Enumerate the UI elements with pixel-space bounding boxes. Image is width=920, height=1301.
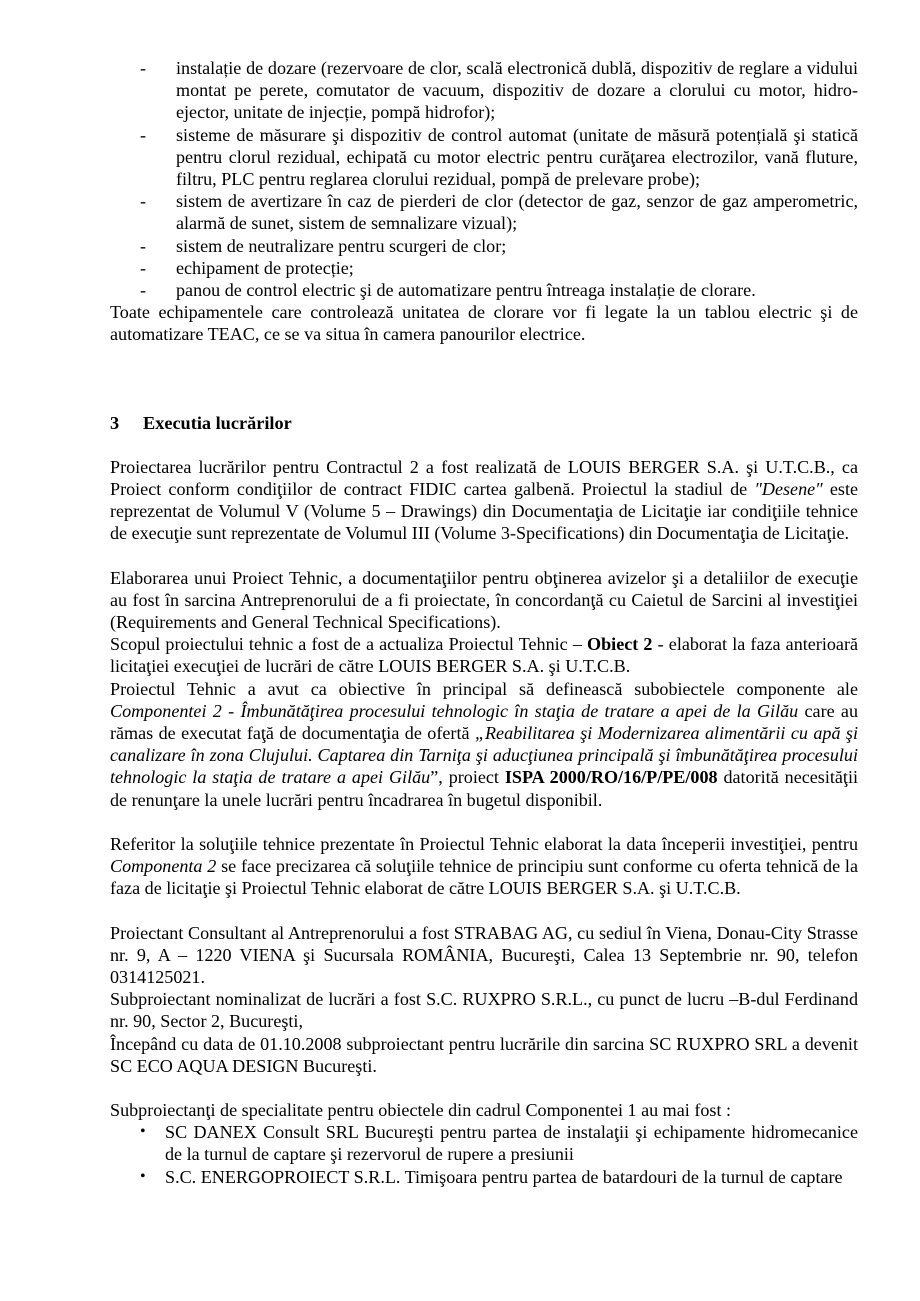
paragraph-text-mid2: ”, proiect [430,767,505,788]
paragraph-objectives [110,678,858,811]
spacer [110,434,858,456]
paragraph-text: Scopul proiectului tehnic a fost de a actualiza Proiectul Tehnic – [110,634,588,655]
paragraph-text-mid: care au rămas de executat faţă de documentaţia de ofertă [110,700,858,744]
paragraph-elaboration: Elaborarea unui Proiect Tehnic, a documentaţiilor pentru obţinerea avizelor şi a detaliilor de execuţie au fost în sarcina Antreprenorului de a fi proiectate, în concordanţă cu Caietul de Sarcini al investiţiei (Requirements and General Technical Specifications). [110,567,858,633]
list-item [110,257,858,279]
page-content [110,57,858,1188]
list-item-text: sistem de avertizare în caz de pierderi de clor (detector de gaz, senzor de gaz amperometric, alarmă de sunet, sistem de semnalizare vizual); [176,191,858,234]
dash-marker: - [140,58,147,78]
spacer [110,811,858,833]
paragraph-text: Proiectarea lucrărilor pentru Contractul 2 a fost realizată de LOUIS BERGER S.A. şi U.T.C.B., ca Proiect conform condiţiilor de contract FIDIC cartea galbenă. Proiectul la stadiul de [110,456,858,500]
paragraph-subcontractor: Subproiectant nominalizat de lucrări a fost S.C. RUXPRO S.R.L., cu punct de lucru –B-dul Ferdinand nr. 90, Sector 2, Bucureşti, [110,989,858,1032]
paragraph-text-cont: - elaborat la faza anterioară licitaţiei execuţiei de lucrări de către LOUIS BERGER S.A. şi U.T.C.B. [110,634,858,677]
dash-marker: - [140,191,147,212]
page-title: Executia lucrărilor [143,412,292,433]
dash-marker: - [140,235,147,256]
spacer [110,545,858,567]
list-item-text: sisteme de măsurare şi dispozitiv de control automat (unitate de măsură potențială şi statică pentru clorul rezidual, echipată cu motor electric pentru curăţarea electrozilor, vană fluture, filtru, PLC pentru reglarea clorului rezidual, pompă de prelevare probe); [176,124,858,190]
list-item-text: panou de control electric şi de automatizare pentru întreaga instalație de clorare. [176,280,756,301]
paragraph-text-cont: se face precizarea că soluţiile tehnice de principiu sunt conforme cu oferta tehnică de la faza de licitaţie şi Proiectul Tehnic elaborat de către LOUIS BERGER S.A. şi U.T.C.B. [110,856,858,899]
list-item-text: instalație de dozare (rezervoare de clor, scală electronică dublă, dispozitiv de reglare a vidului montat pe perete, comutator de vacuum, dispozitiv de dozare a clorului cu motor, hidro-ejector, unitate de injecție, pompă hidrofor); [176,58,858,123]
paragraph-text-cont: datorită necesităţii de renunţare la unele lucrări pentru încadrarea în bugetul disponibil. [110,767,859,810]
paragraph-scope [110,633,858,677]
list-item-text: echipament de protecție; [176,257,354,278]
dash-marker: - [140,280,147,301]
list-item [110,1121,858,1165]
dash-marker: - [140,124,147,145]
dash-marker: - [140,257,147,278]
emphasis-componenta-2-title: Componentei 2 - Îmbunătăţirea procesului tehnologic în staţia de tratare a apei de la Gilău [110,700,799,721]
paragraph-design-works [110,456,858,545]
list-item [110,235,858,257]
list-item [110,124,858,191]
emphasis-obiect-2: Obiect 2 [587,634,653,655]
list-item [110,190,858,234]
bullet-icon: • [140,1123,146,1141]
spacer [110,1077,858,1099]
paragraph-technical-solutions [110,833,858,900]
spacer [110,346,858,412]
list-item [110,279,858,301]
list-item-text: SC DANEX Consult SRL Bucureşti pentru partea de instalaţii şi echipamente hidromecanice de la turnul de captare şi rezervorul de rupere a presiunii [165,1122,858,1165]
equipment-list [110,57,858,301]
section-number: 3 [110,412,120,433]
paragraph-text: Proiectul Tehnic a avut ca obiective în principal să definească subobiectele componente ale [110,678,858,699]
paragraph-subcontractor-change: Începând cu data de 01.10.2008 subproiectant pentru lucrările din sarcina SC RUXPRO SRL a devenit SC ECO AQUA DESIGN Bucureşti. [110,1033,858,1076]
paragraph-consultant: Proiectant Consultant al Antreprenorului a fost STRABAG AG, cu sediul în Viena, Donau-City Strasse nr. 9, A – 1220 VIENA şi Sucursala ROMÂNIA, Bucureşti, Calea 13 Septembrie nr. 90, telefon 0314125021. [110,922,858,987]
section-heading [110,412,858,434]
paragraph-specialty-subcontractors: Subproiectanţi de specialitate pentru obiectele din cadrul Componentei 1 au mai fost : [110,1099,732,1120]
bullet-icon: • [140,1167,146,1185]
list-item [110,1166,858,1188]
emphasis-ispa-code: ISPA 2000/RO/16/P/PE/008 [504,767,718,788]
paragraph-teac: Toate echipamentele care controlează unitatea de clorare vor fi legate la un tablou electric şi de automatizare TEAC, ce se va situa în camera panourilor electrice. [110,302,858,345]
paragraph-text-cont: este reprezentat de Volumul V (Volume 5 – Drawings) din Documentaţia de Licitaţie iar condiţiile tehnice de execuţie sunt reprezentate de Volumul III (Volume 3-Specifications) din Documentaţia de Licitaţie. [110,479,858,544]
spacer [110,900,858,922]
subcontractor-list [110,1121,858,1188]
list-item-text: sistem de neutralizare pentru scurgeri de clor; [176,235,507,256]
paragraph-text: Referitor la soluţiile tehnice prezentate în Proiectul Tehnic elaborat la data începerii investiţiei, pentru [110,833,858,854]
list-item-text: S.C. ENERGOPROIECT S.R.L. Timişoara pentru partea de batardouri de la turnul de captare [165,1166,843,1187]
emphasis-desene: ″Desene″ [754,479,823,500]
list-item [110,57,858,124]
emphasis-componenta-2: Componenta 2 [110,856,217,877]
emphasis-project-quote: „Reabilitarea şi Modernizarea alimentării cu apă şi canalizare în zona Clujului. Captarea din Tarniţa şi aducţiunea principală şi îmbunătăţirea procesului tehnologic la staţia de tratare a apei Gilău [110,723,858,788]
